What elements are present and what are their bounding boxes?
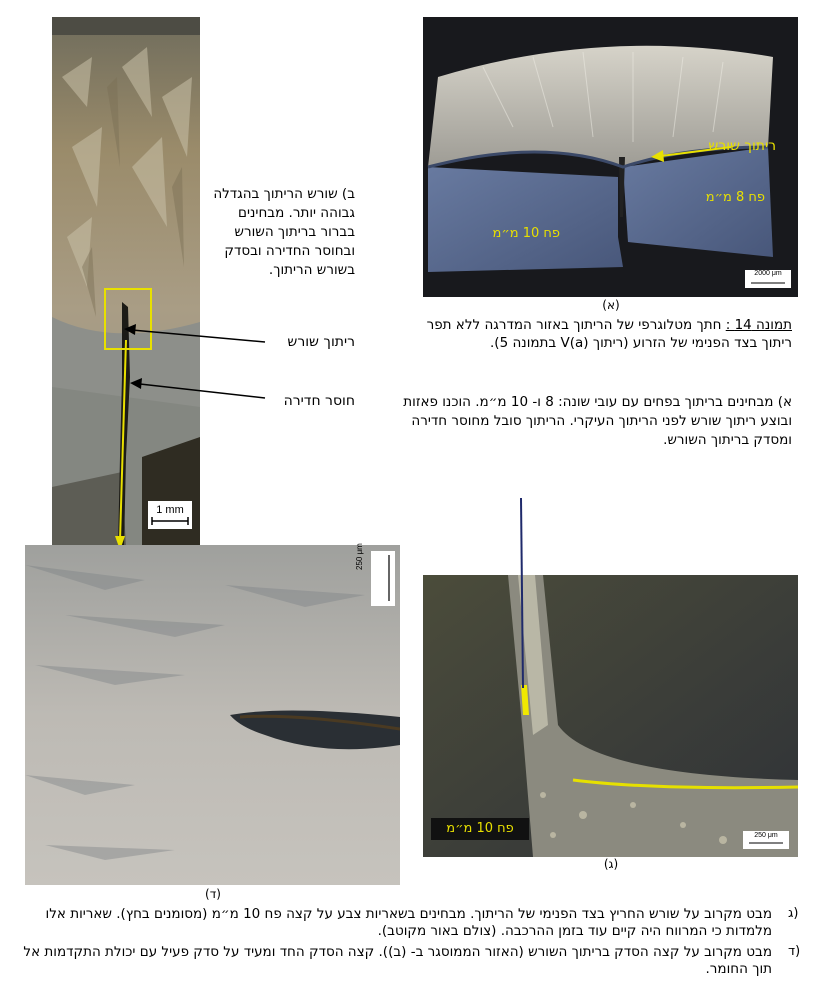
label-root-weld: ריתוך שורש	[287, 334, 355, 350]
annotation-arrows	[120, 320, 270, 410]
label-lack-of-penetration: חוסר חדירה	[283, 393, 355, 409]
panel-a-plate8-label: פח 8 מ״מ	[705, 190, 765, 205]
panel-a-caption: א) מבחינים בריתוך בפחים עם עובי שונה: 8 ו- 10 מ״מ. הוכנו פאזות ובוצע ריתוך שורש לפני הריתוך העיקרי. הריתוך סובל מחוסר חדירה ומסדק בריתוך השורש.	[403, 394, 792, 448]
panel-a-plate10-label: פח 10 מ״מ	[492, 226, 560, 241]
panel-a-root-label: ריתוך שורש	[708, 138, 776, 154]
caption-d-letter: ד)	[788, 944, 801, 959]
photo-panel-g	[423, 575, 798, 857]
panel-d-letter: (ד)	[205, 887, 221, 901]
figure-14-caption	[400, 316, 792, 352]
panel-b-caption: ב) שורש הריתוך בהגדלה גבוהה יותר. מבחינים בברור בריתוך השורש ובחוסר החדירה ובסדק בשורש הריתוך.	[213, 186, 355, 278]
photo-panel-a	[423, 17, 798, 297]
caption-g: מבט מקרוב על שורש החריץ בצד הפנימי של הריתוך. מבחינים בשאריות צבע על קצה פח 10 מ״מ (מסומנים בחץ). שאריות אלו מלמדות כי המרווח היה קיים עוד בזמן ההרכבה. (צולם באור מקוטב).	[45, 906, 772, 939]
panel-g-scale-label: 250 μm	[754, 832, 778, 839]
figure-14-title: תמונה 14 :	[725, 317, 792, 333]
panel-g-plate-label: פח 10 מ״מ	[431, 818, 529, 840]
panel-d-scale-label: 250 μm	[355, 543, 364, 570]
caption-g-letter: ג)	[788, 906, 799, 921]
panel-a-scale-label: 2000 μm	[754, 270, 782, 277]
blue-pointer-arrow	[517, 498, 527, 698]
panel-g-letter: (ג)	[603, 857, 619, 871]
panel-a-letter: (א)	[602, 298, 620, 312]
panel-b-scale-label: 1 mm	[156, 504, 184, 516]
figure-14-text: חתך מטלוגרפי של הריתוך באזור המדרגה ללא תפר ריתוך בצד הפנימי של הזרוע (ריתוך V(a) בתמונה 5).	[426, 317, 792, 351]
photo-panel-d	[25, 545, 400, 885]
caption-d: מבט מקרוב על קצה הסדק בריתוך השורש (האזור הממוסגר ב- (ב)). קצה הסדק החד ומעיד על סדק פעיל עם יכולת התקדמות אל תוך החומר.	[23, 944, 772, 977]
